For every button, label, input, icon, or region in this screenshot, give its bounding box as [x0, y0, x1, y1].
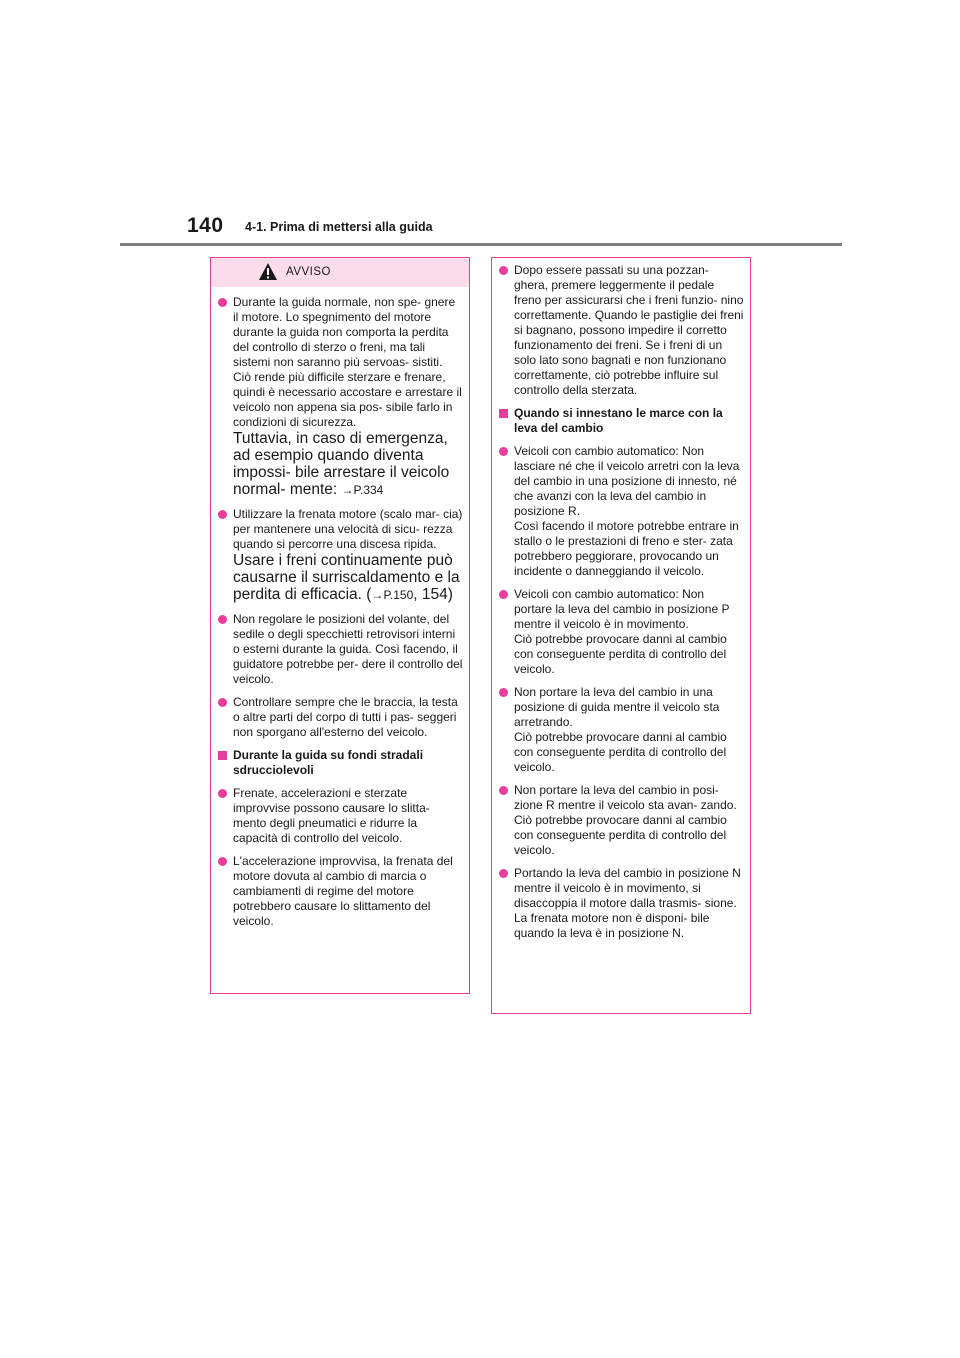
- item-text: Portando la leva del cambio in posizione N mentre il veicolo è in movimento, si disaccoppia il motore dalla trasmis- sione. La frenata motore non è disponi- bile quando la leva è in posizione N.: [514, 866, 741, 940]
- item-text: Ciò potrebbe provocare danni al cambio con conseguente perdita di controllo del veicolo.: [514, 632, 727, 676]
- list-item: [217, 695, 463, 740]
- bullet-icon: [499, 869, 508, 878]
- item-emphasis: Usare i freni continuamente può causarne il surriscaldamento e la perdita di efficacia. (→P.150, 154): [233, 552, 460, 603]
- item-text: Ciò potrebbe provocare danni al cambio con conseguente perdita di controllo del veicolo.: [514, 813, 727, 857]
- warning-box-left: [210, 257, 470, 994]
- list-item: [217, 854, 463, 929]
- list-item: [498, 866, 744, 941]
- list-item: [217, 786, 463, 846]
- list-item: [498, 444, 744, 579]
- item-text: Non portare la leva del cambio in una posizione di guida mentre il veicolo sta arretrando.: [514, 685, 720, 729]
- item-text: Non portare la leva del cambio in posi- zione R mentre il veicolo sta avan- zando.: [514, 783, 737, 812]
- item-text: Dopo essere passati su una pozzan- ghera, premere leggermente il pedale freno per assicurarsi che i freni funzio- nino correttamente. Quando le pastiglie dei freni si bagnano, possono impedire il corretto funzionamento dei freni. Se i freni di un solo lato sono bagnati e non funzionano correttamente, ciò potrebbe influire sul controllo della sterzata.: [514, 263, 744, 397]
- item-text: Veicoli con cambio automatico: Non lasciare né che il veicolo arretri con la leva del cambio in una posizione di innesto, né che avanzi con la leva del cambio in posizione R.: [514, 444, 740, 518]
- list-item: [498, 587, 744, 677]
- page-reference[interactable]: →P.150: [371, 588, 414, 602]
- warning-title: AVVISO: [286, 266, 331, 278]
- warning-content-right: [492, 258, 750, 941]
- bullet-icon: [499, 786, 508, 795]
- subheading: Quando si innestano le marce con la leva del cambio: [498, 406, 744, 436]
- list-item: [217, 507, 463, 604]
- item-text: Così facendo il motore potrebbe entrare in stallo o le prestazioni di freno e ster- zata potrebbero peggiorare, provocando un incidente o danneggiando il veicolo.: [514, 519, 739, 578]
- list-item: [498, 263, 744, 398]
- bullet-icon: [218, 857, 227, 866]
- list-item: [498, 783, 744, 858]
- bullet-icon: [218, 615, 227, 624]
- list-item: [217, 295, 463, 499]
- item-text: L'accelerazione improvvisa, la frenata del motore dovuta al cambio di marcia o cambiamenti di regime del motore potrebbero causare lo slittamento del veicolo.: [233, 854, 453, 928]
- item-text: Frenate, accelerazioni e sterzate improvvise possono causare lo slitta- mento degli pneumatici e ridurre la capacità di controllo del veicolo.: [233, 786, 430, 845]
- item-emphasis: Tuttavia, in caso di emergenza, ad esempio quando diventa impossi- bile arrestare il veicolo normal- mente: →P.334: [233, 430, 450, 498]
- bullet-icon: [499, 590, 508, 599]
- item-text: Veicoli con cambio automatico: Non portare la leva del cambio in posizione P mentre il veicolo è in movimento.: [514, 587, 730, 631]
- square-bullet-icon: [218, 751, 227, 760]
- item-text: Utilizzare la frenata motore (scalo mar- cia) per mantenere una velocità di sicu- rezza quando si percorre una discesa ripida.: [233, 507, 463, 551]
- section-title: 4-1. Prima di mettersi alla guida: [245, 220, 433, 234]
- warning-content-left: [211, 287, 469, 929]
- warning-triangle-icon: [258, 262, 278, 281]
- bullet-icon: [218, 789, 227, 798]
- bullet-icon: [499, 266, 508, 275]
- item-text: Durante la guida normale, non spe- gnere il motore. Lo spegnimento del motore durante la guida non comporta la perdita del controllo di sterzo o freni, ma tali sistemi non saranno più servoas- sistiti. Ciò rende più difficile sterzare e frenare, quindi è necessario accostare e arrestare il veicolo non appena sia pos- sibile farlo in condizioni di sicurezza.: [233, 295, 462, 429]
- item-text: Ciò potrebbe provocare danni al cambio con conseguente perdita di controllo del veicolo.: [514, 730, 727, 774]
- header-rule: [120, 243, 842, 246]
- page-number: 140: [187, 214, 224, 237]
- bullet-icon: [218, 510, 227, 519]
- item-text: Non regolare le posizioni del volante, del sedile o degli specchietti retrovisori interni o esterni durante la guida. Così facendo, il guidatore potrebbe per- dere il controllo del veicolo.: [233, 612, 463, 686]
- page-reference[interactable]: →P.334: [341, 483, 384, 497]
- bullet-icon: [218, 698, 227, 707]
- list-item: [217, 612, 463, 687]
- subheading: Durante la guida su fondi stradali sdrucciolevoli: [217, 748, 463, 778]
- bullet-icon: [499, 688, 508, 697]
- warning-box-right: [491, 257, 751, 1014]
- bullet-icon: [218, 298, 227, 307]
- bullet-icon: [499, 447, 508, 456]
- item-text: Controllare sempre che le braccia, la testa o altre parti del corpo di tutti i pas- seggeri non sporgano all'esterno del veicolo.: [233, 695, 458, 739]
- list-item: [498, 685, 744, 775]
- warning-header: [211, 258, 469, 287]
- square-bullet-icon: [499, 409, 508, 418]
